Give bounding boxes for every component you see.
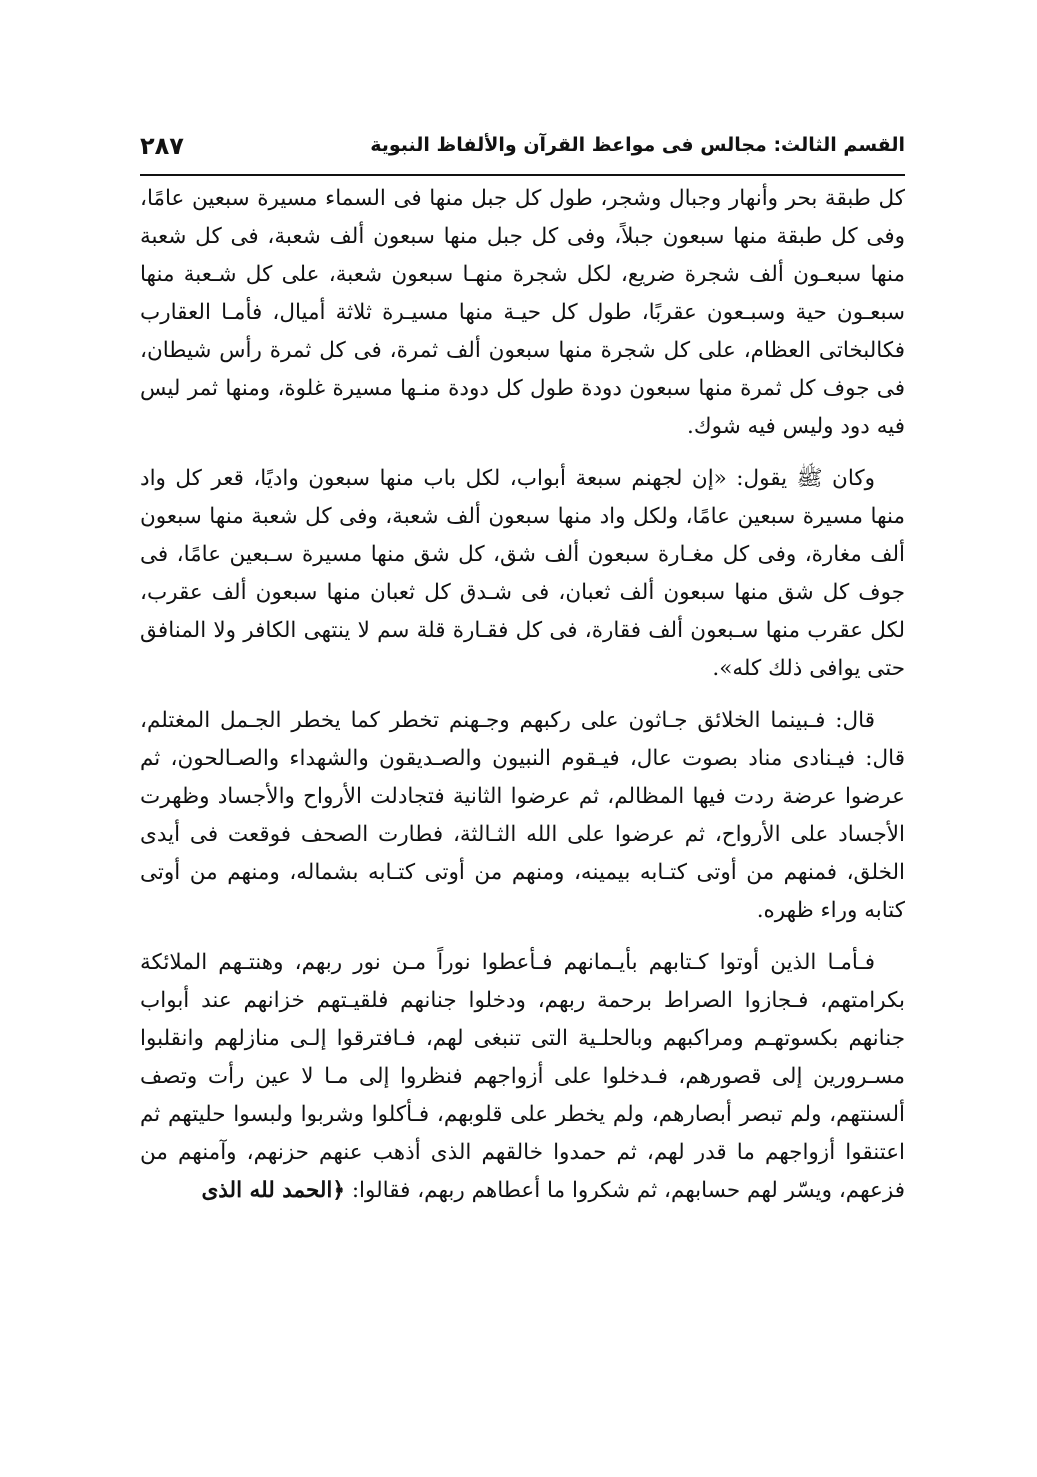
paragraph-2: وكان ﷺ يقول: «إن لجهنم سبعة أبواب، لكل باب منها سبعون واديًا، قعر كل واد منها مسيرة سبعين عامًا، ولكل واد منها سبعون ألف شعبة، وفى كل شعبة منها سبعون ألف مغارة، وفى كل مغـارة سبعون ألف شق، كل شق منها مسيرة سـبعين عامًا، فى جوف كل شق منها سبعون ألف ثعبان، فى شـدق كل ثعبان منها سبعون ألف عقرب، لكل عقرب منها سـبعون ألف فقارة، فى كل فقـارة قلة سم لا ينتهى الكافر ولا المنافق حتى يوافى ذلك كله». (140, 466, 905, 681)
header-title (370, 134, 905, 156)
paragraph-1: كل طبقة بحر وأنهار وجبال وشجر، طول كل جبل منها فى السماء مسيرة سبعين عامًا، وفى كل طبقة منها سبعون جبلاً، وفى كل جبل منها سبعون ألف شعبة، فى كل شعبة منها سبعـون ألف شجرة ضريع، لكل شجرة منهـا سبعون شعبة، على كل شـعبة منها سبعـون حية وسبـعون عقربًا، طول كل حيـة منها مسيـرة ثلاثة أميال، فأمـا العقارب فكالبخاتى العظام، على كل شجرة منها سبعون ألف ثمرة، فى كل ثمرة رأس شيطان، فى جوف كل ثمرة منها سبعون دودة طول كل دودة منـها مسيرة غلوة، ومنها ثمر ليس فيه دود وليس فيه شوك. (140, 186, 905, 439)
page-number: ٢٨٧ (140, 132, 184, 160)
paragraph-4-text: فـأمـا الذين أوتوا كـتابهم بأيـمانهم فـأعطوا نوراً مـن نور ربهم، وهنتـهم الملائكة بكرامتهم، فـجازوا الصراط برحمة ربهم، ودخلوا جنانهم فلقيـتهم خزانهم عند أبواب جنانهم بكسوتهـم ومراكبهم وبالحلـية التى تنبغى لهم، فـافترقوا إلـى منازلهم وانقلبوا مسـرورين إلى قصورهم، فـدخلوا على أزواجهم فنظروا إلى مـا لا عين رأت وتصف ألسنتهم، ولم تبصر أبصارهم، ولم يخطر على قلوبهم، فـأكلوا وشربوا ولبسوا حليتهم ثم اعتنقوا أزواجهم ما قدر لهم، ثم حمدوا خالقهم الذى أذهب عنهم حزنهم، وآمنهم من فزعهم، ويسّر لهم حسابهم، ثم شكروا ما أعطاهم ربهم، فقالوا: (140, 950, 905, 1203)
quran-quote: ﴿الحمد لله الذى (201, 1178, 345, 1203)
header-divider (140, 174, 905, 176)
main-text (140, 180, 905, 1210)
running-header (140, 132, 905, 172)
header-chapter-title: مجالس فى مواعظ القرآن والألفاظ النبوية (370, 134, 767, 156)
paragraph-3: قال: فـبينما الخلائق جـاثون على ركبهم وجـهنم تخطر كما يخطر الجـمل المغتلم، قال: فيـنادى مناد بصوت عال، فيـقوم النبيون والصـديقون والشهداء والصـالحون، ثم عرضوا عرضة ردت فيها المظالم، ثم عرضوا الثانية فتجادلت الأرواح والأجساد وظهرت الأجساد على الأرواح، ثم عرضوا على الله الثـالثة، فطارت الصحف فوقعت فى أيدى الخلق، فمنهم من أوتى كتـابه بيمينه، ومنهم من أوتى كتـابه بشماله، ومنهم من أوتى كتابه وراء ظهره. (140, 708, 905, 923)
header-section-label: القسم الثالث: (773, 134, 905, 156)
paragraph-4 (140, 944, 905, 1210)
